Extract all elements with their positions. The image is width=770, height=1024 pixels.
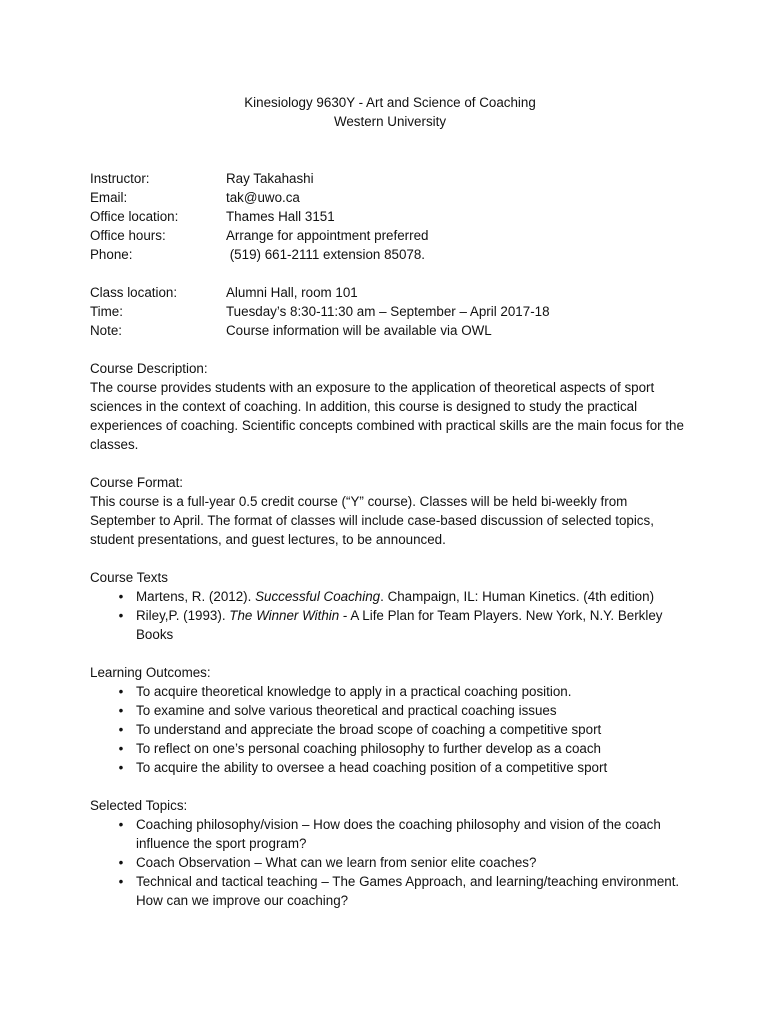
email-value: tak@uwo.ca — [226, 190, 300, 205]
outcomes-list — [90, 682, 710, 777]
info-value: Arrange for appointment preferred — [226, 228, 429, 243]
course-format-text: This course is a full-year 0.5 credit course (“Y” course). Classes will be held bi-weekly from September to April. The format of classes will include case-based discussion of selected topics, student presentations, and guest lectures, to be announced. — [90, 494, 654, 547]
bullet-icon: • — [118, 722, 124, 737]
contact-row-instructor — [90, 169, 710, 188]
topic-text: Technical and tactical teaching – The Games Approach, and learning/teaching environment. How can we improve our coaching? — [136, 874, 680, 908]
list-item — [90, 720, 710, 739]
outcome-text: To acquire theoretical knowledge to apply in a practical coaching position. — [136, 684, 572, 699]
course-description-text: The course provides students with an exposure to the application of theoretical aspects of sport sciences in the context of coaching. In addition, this course is designed to study the practical experiences of coaching. Scientific concepts combined with practical skills are the main focus for the classes. — [90, 380, 684, 452]
info-value: Alumni Hall, room 101 — [226, 285, 358, 300]
list-item — [90, 587, 710, 606]
citation-suffix: . Champaign, IL: Human Kinetics. (4th edition) — [380, 589, 655, 604]
bullet-icon: • — [118, 817, 124, 832]
course-title: Kinesiology 9630Y - Art and Science of Coaching — [244, 95, 536, 110]
info-label: Class location: — [90, 285, 178, 300]
document-header — [90, 93, 690, 131]
contact-row-email — [90, 188, 710, 207]
bullet-icon: • — [118, 741, 124, 756]
topics-list — [90, 815, 710, 910]
syllabus-page — [90, 93, 710, 910]
citation-prefix: Martens, R. (2012). — [136, 589, 256, 604]
info-value: Tuesday’s 8:30-11:30 am – September – April 2017-18 — [226, 304, 550, 319]
contact-row-office-hours — [90, 226, 710, 245]
list-item — [90, 606, 710, 644]
list-item — [90, 758, 710, 777]
section-heading: Course Description: — [90, 361, 208, 376]
bullet-icon: • — [118, 608, 124, 623]
info-label: Instructor: — [90, 171, 150, 186]
info-label: Office location: — [90, 209, 179, 224]
topic-text: Coaching philosophy/vision – How does the coaching philosophy and vision of the coach influence the sport program? — [136, 817, 661, 851]
list-item — [90, 872, 710, 910]
section-heading: Course Format: — [90, 475, 184, 490]
citation-prefix: Riley,P. (1993). — [136, 608, 230, 623]
university-name: Western University — [333, 114, 447, 129]
course-format-section — [90, 473, 710, 549]
info-value: Ray Takahashi — [226, 171, 314, 186]
book-title: Successful Coaching — [255, 589, 381, 604]
section-heading: Course Texts — [90, 570, 168, 585]
class-row-time — [90, 302, 710, 321]
section-heading: Learning Outcomes: — [90, 665, 211, 680]
info-value: Course information will be available via OWL — [226, 323, 492, 338]
list-item — [90, 815, 710, 853]
bullet-icon: • — [118, 684, 124, 699]
list-item — [90, 701, 710, 720]
info-label: Phone: — [90, 247, 133, 262]
info-label: Time: — [90, 304, 123, 319]
class-row-location — [90, 283, 710, 302]
outcome-text: To understand and appreciate the broad scope of coaching a competitive sport — [136, 722, 602, 737]
contact-row-office-location — [90, 207, 710, 226]
info-label: Email: — [90, 190, 128, 205]
book-title: The Winner Within — [229, 608, 340, 623]
selected-topics-section — [90, 796, 710, 910]
bullet-icon: • — [118, 855, 124, 870]
citation-suffix: - A Life Plan for Team Players. New York, N.Y. Berkley Books — [136, 608, 663, 642]
bullet-icon: • — [118, 760, 124, 775]
list-item — [90, 682, 710, 701]
contact-info — [90, 169, 710, 340]
contact-row-phone — [90, 245, 710, 264]
list-item — [90, 739, 710, 758]
bullet-icon: • — [118, 589, 124, 604]
class-row-note — [90, 321, 710, 340]
info-label: Note: — [90, 323, 123, 338]
info-value: (519) 661-2111 extension 85078. — [226, 247, 426, 262]
course-description-section — [90, 359, 710, 454]
outcome-text: To reflect on one’s personal coaching philosophy to further develop as a coach — [136, 741, 602, 756]
section-heading: Selected Topics: — [90, 798, 188, 813]
course-texts-section — [90, 568, 710, 644]
list-item — [90, 853, 710, 872]
info-value: Thames Hall 3151 — [226, 209, 335, 224]
spacer — [90, 264, 710, 283]
bullet-icon: • — [118, 874, 124, 889]
bullet-icon: • — [118, 703, 124, 718]
learning-outcomes-section — [90, 663, 710, 777]
topic-text: Coach Observation – What can we learn from senior elite coaches? — [136, 855, 537, 870]
outcome-text: To examine and solve various theoretical and practical coaching issues — [136, 703, 557, 718]
texts-list — [90, 587, 710, 644]
info-label: Office hours: — [90, 228, 166, 243]
outcome-text: To acquire the ability to oversee a head coaching position of a competitive sport — [136, 760, 608, 775]
